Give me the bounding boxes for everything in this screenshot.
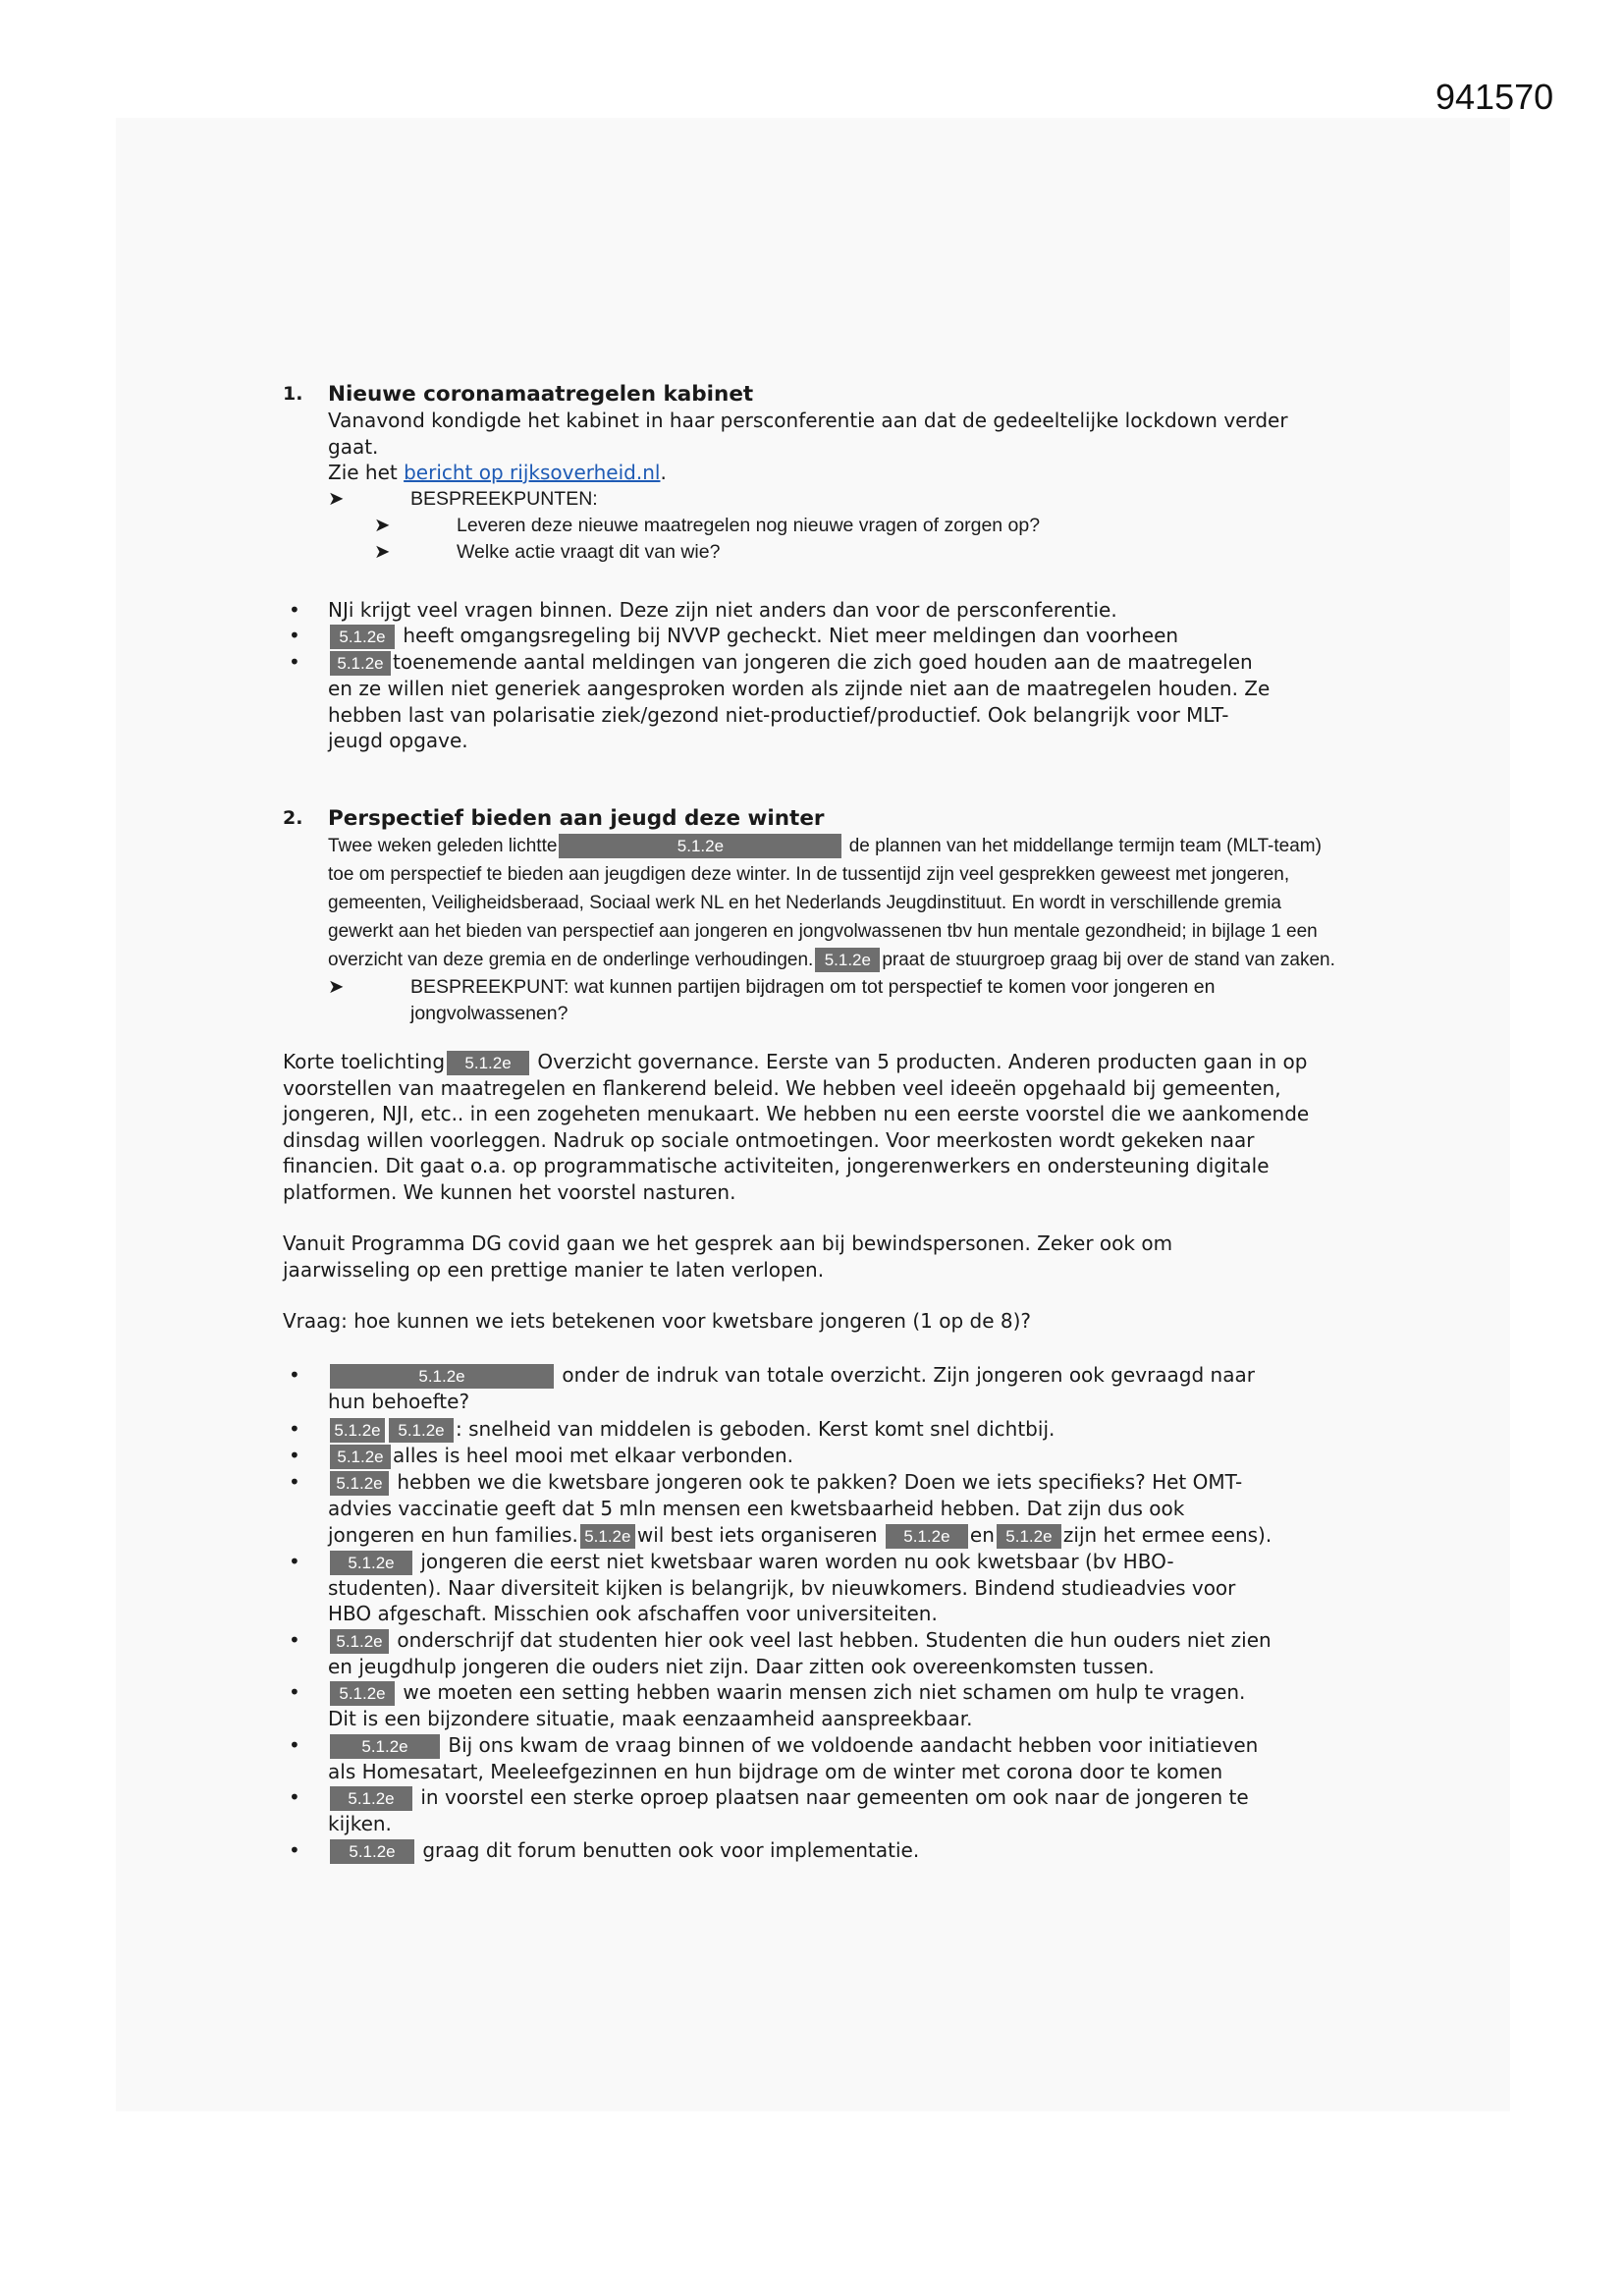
- bullet-text: jongeren die eerst niet kwetsbaar waren worden nu ook kwetsbaar (bv HBO-studenten). Naar diversiteit kijken is belangrijk, bv nieuwkomers. Bindend studieadvies voor HBO afgeschaft. Misschien ook afschaffen voor universiteiten.: [328, 1549, 1236, 1625]
- redaction-box: 5.1.2e: [389, 1418, 454, 1443]
- list-item: [283, 597, 1274, 624]
- bespreekpunt: [328, 974, 1294, 1027]
- bullet-text: heeft omgangsregeling bij NVVP gecheckt. Niet meer meldingen dan voorheen: [403, 624, 1179, 647]
- bullet-text: toenemende aantal meldingen van jongeren die zich goed houden aan de maatregelen en ze willen niet generiek aangesproken worden als zijnde niet aan de maatregelen houden. Ze hebben last van polarisatie ziek/gezond niet-productief/productief. Ook belangrijk voor MLT-jeugd opgave.: [328, 650, 1271, 752]
- section-number: 1.: [283, 383, 303, 405]
- arrow-icon: ➤: [374, 514, 391, 536]
- redaction-box: 5.1.2e: [580, 1524, 635, 1549]
- bullet-text: Bij ons kwam de vraag binnen of we voldoende aandacht hebben voor initiatieven als Homesatart, Meeleefgezinnen en hun bijdrage om de winter met corona door te komen: [328, 1732, 1259, 1783]
- bullet-text: onderschrijf dat studenten hier ook veel last hebben. Studenten die hun ouders niet zien en jeugdhulp jongeren die ouders niet zijn. Daar zitten ook overeenkomsten tussen.: [328, 1627, 1272, 1678]
- redaction-box: 5.1.2e: [330, 1786, 412, 1811]
- section-1-intro: Vanavond kondigde het kabinet in haar persconferentie aan dat de gedeeltelijke lockdown verder gaat.: [328, 409, 1288, 459]
- redaction-box: 5.1.2e: [447, 1051, 529, 1075]
- list-item: [283, 1784, 1274, 1837]
- section-number: 2.: [283, 806, 303, 829]
- bullet-text: en: [969, 1522, 995, 1547]
- list-item: [283, 1627, 1274, 1680]
- sub-point: [374, 539, 1363, 566]
- section-1-heading: [283, 381, 1363, 408]
- section-title: Perspectief bieden aan jeugd deze winter: [328, 805, 825, 831]
- para-text: de plannen van het middellange termijn team (MLT-team) toe om perspectief te bieden aan jeugdigen deze winter. In de tussentijd zijn veel gesprekken geweest met jongeren, gemeenten, Veiligheidsberaad, Sociaal werk NL en het Nederlands Jeugdinstituut. En wordt in verschillende gremia gewerkt aan het bieden van perspectief aan jongeren en jongvolwassenen tbv hun mentale gezondheid; in bijlage 1 een overzicht van deze gremia en de onderlinge verhoudingen.: [328, 835, 1322, 970]
- redaction-box: 5.1.2e: [997, 1524, 1061, 1549]
- arrow-icon: ➤: [328, 487, 345, 510]
- bullet-text: we moeten een setting hebben waarin mensen zich niet schamen om hulp te vragen. Dit is een bijzondere situatie, maak eenzaamheid aanspreekbaar.: [328, 1680, 1246, 1730]
- list-item: [283, 1679, 1274, 1732]
- document-body: [283, 381, 1363, 1864]
- sub-point-text: Leveren deze nieuwe maatregelen nog nieuwe vragen of zorgen op?: [457, 514, 1041, 536]
- bullet-text: alles is heel mooi met elkaar verbonden.: [393, 1444, 794, 1467]
- bullet-text: onder de indruk van totale overzicht. Zijn jongeren ook gevraagd naar hun behoefte?: [328, 1362, 1255, 1413]
- bullet-text: hebben we die kwetsbare jongeren ook te pakken? Doen we iets specifieks? Het OMT-advies vaccinatie geeft dat 5 mln mensen een kwetsbaarheid hebben. Dat zijn dus ook jongeren en hun families.: [328, 1470, 1243, 1547]
- redaction-box: 5.1.2e: [330, 1471, 389, 1496]
- vraag-line: Vraag: hoe kunnen we iets betekenen voor kwetsbare jongeren (1 op de 8)?: [283, 1309, 1032, 1333]
- list-item: [283, 1732, 1274, 1785]
- redaction-box: 5.1.2e: [330, 1734, 440, 1759]
- bullet-text: : snelheid van middelen is geboden. Kerst komt snel dichtbij.: [456, 1417, 1056, 1441]
- section-2-heading: [283, 805, 1363, 832]
- korte-toelichting: [283, 1049, 1343, 1206]
- section-2-bullets: [283, 1362, 1274, 1864]
- redaction-box: 5.1.2e: [559, 834, 841, 858]
- redaction-box: 5.1.2e: [330, 1364, 554, 1389]
- list-item: [283, 623, 1274, 649]
- list-item: [283, 1549, 1274, 1627]
- link-line: [328, 460, 1363, 486]
- bespreek-text: BESPREEKPUNTEN:: [410, 487, 598, 510]
- bespreek-text: BESPREEKPUNT: wat kunnen partijen bijdragen om tot perspectief te komen voor jongeren en jongvolwassenen?: [410, 975, 1216, 1024]
- redaction-box: 5.1.2e: [330, 1551, 412, 1575]
- list-item: [283, 1416, 1274, 1443]
- redaction-box: 5.1.2e: [330, 1629, 389, 1654]
- list-item: [283, 1362, 1274, 1415]
- rijksoverheid-link[interactable]: bericht op rijksoverheid.nl: [404, 461, 661, 484]
- redaction-box: 5.1.2e: [886, 1524, 968, 1549]
- sub-point: [374, 513, 1363, 539]
- link-suffix: .: [660, 461, 667, 484]
- bespreekpunten-label: [328, 486, 1363, 513]
- section-title: Nieuwe coronamaatregelen kabinet: [328, 382, 754, 407]
- list-item: [283, 649, 1274, 754]
- bullet-text: graag dit forum benutten ook voor implementatie.: [422, 1837, 920, 1862]
- list-item: [283, 1443, 1274, 1469]
- section-2-paragraph: [328, 832, 1349, 974]
- bullet-text: in voorstel een sterke oproep plaatsen naar gemeenten om ook naar de jongeren te kijken.: [328, 1785, 1249, 1835]
- sub-point-text: Welke actie vraagt dit van wie?: [457, 540, 721, 563]
- bullet-text: wil best iets organiseren: [636, 1522, 878, 1547]
- bullet-text: NJi krijgt veel vragen binnen. Deze zijn niet anders dan voor de persconferentie.: [328, 597, 1117, 622]
- redaction-box: 5.1.2e: [330, 1445, 391, 1469]
- redaction-box: 5.1.2e: [330, 651, 391, 676]
- arrow-icon: ➤: [374, 540, 391, 563]
- list-item: [283, 1469, 1274, 1549]
- link-prefix: Zie het: [328, 461, 405, 484]
- para-text: praat de stuurgroep graag bij over de stand van zaken.: [882, 949, 1335, 970]
- para-text: Twee weken geleden lichtte: [328, 835, 558, 856]
- korte-text: Overzicht governance. Eerste van 5 producten. Anderen producten gaan in op voorstellen van maatregelen en flankerend beleid. We hebben veel ideeën opgehaald bij gemeenten, jongeren, NJI, etc.. in een zogeheten menukaart. We hebben nu een eerste voorstel die we aankomende dinsdag willen voorleggen. Nadruk op sociale ontmoetingen. Voor meerkosten wordt gekeken naar financien. Dit gaat o.a. op programmatische activiteiten, jongerenwerkers en ondersteuning digitale platformen. We kunnen het voorstel nasturen.: [283, 1049, 1310, 1204]
- bullet-text: zijn het ermee eens).: [1062, 1522, 1272, 1547]
- arrow-icon: ➤: [328, 975, 345, 998]
- korte-prefix: Korte toelichting: [283, 1049, 446, 1073]
- document-number: 941570: [1435, 77, 1554, 117]
- vanuit-paragraph: Vanuit Programma DG covid gaan we het gesprek aan bij bewindspersonen. Zeker ook om jaarwisseling op een prettige manier te laten verlopen.: [283, 1231, 1173, 1282]
- redaction-box: 5.1.2e: [815, 948, 880, 972]
- redaction-box: 5.1.2e: [330, 1418, 385, 1443]
- redaction-box: 5.1.2e: [330, 1681, 395, 1706]
- redaction-box: 5.1.2e: [330, 1839, 414, 1864]
- redaction-box: 5.1.2e: [330, 625, 395, 649]
- list-item: [283, 1837, 1274, 1864]
- section-1-bullets: [283, 597, 1274, 754]
